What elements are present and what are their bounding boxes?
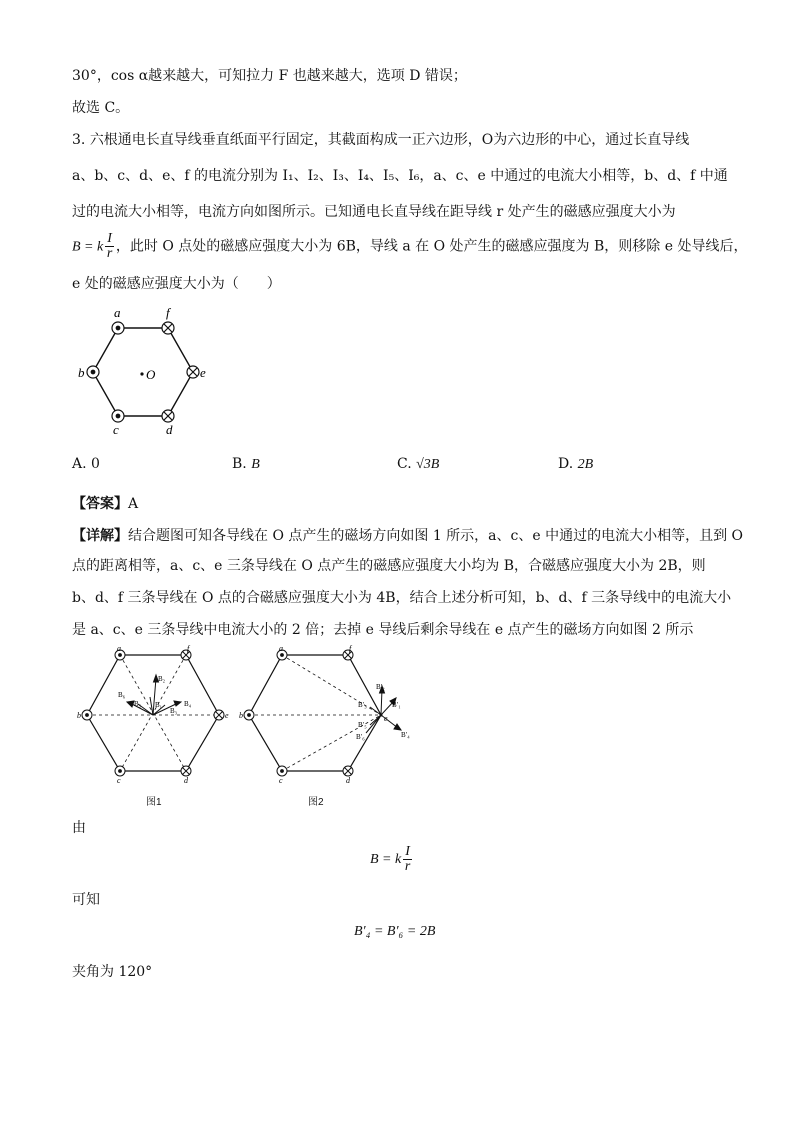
figure-1-caption: 图1 — [146, 797, 162, 808]
option-d[interactable] — [558, 456, 593, 473]
option-d-key: D. — [558, 456, 574, 472]
figure-1-label-a: a — [117, 645, 121, 653]
label-d: d — [166, 422, 173, 437]
figure-2-label-a: a — [279, 645, 283, 653]
figure-2-label-e: e — [384, 714, 388, 723]
label-f: f — [166, 305, 170, 320]
option-a-key: A. — [72, 456, 87, 472]
figure-2-label-b4: B′₄ — [401, 731, 410, 739]
figure-2-label-b5: B′₅ — [358, 721, 367, 729]
figure-1-label-b4: B₄ — [184, 700, 192, 708]
question-number: 3. — [72, 132, 86, 148]
label-o: O — [146, 367, 156, 382]
figure-1-label-c: c — [117, 776, 121, 785]
figure-2-point-e — [380, 714, 383, 717]
figure-1-wire-f — [181, 650, 191, 660]
figure-2-label-b3: B′₃ — [358, 701, 367, 709]
label-c: c — [113, 422, 119, 437]
figure-1-label-b6: B₆ — [118, 691, 126, 699]
answer-value: A — [128, 496, 139, 512]
prev-line-2: 故选 C。 — [72, 100, 130, 116]
figure-2-label-b1: B′₁ — [392, 701, 401, 709]
option-d-value: 2B — [577, 457, 594, 472]
formula-denominator: r — [106, 246, 113, 261]
derivation-you: 由 — [72, 820, 86, 836]
wire-c-dot — [112, 410, 124, 422]
option-b-value: B — [251, 457, 260, 472]
figure-1-label-e: e — [225, 711, 229, 720]
figure-1-wire-d — [181, 766, 191, 776]
option-c[interactable] — [397, 456, 439, 473]
option-a-value: 0 — [91, 456, 100, 472]
figure-1-wire-b — [82, 710, 92, 720]
figure-2-label-b6: B′₆ — [356, 733, 365, 741]
equation-1 — [370, 844, 414, 875]
option-b-key: B. — [232, 456, 247, 472]
figure-1-label-b: b — [77, 711, 81, 720]
wire-a-dot — [112, 322, 124, 334]
figure-1-label-b5: B₅ — [134, 700, 142, 708]
figure-1-label-d: d — [184, 776, 188, 785]
figure-2-wire-b — [244, 710, 254, 720]
equation-1-denominator: r — [404, 858, 411, 874]
figure-2-wire-f — [343, 650, 353, 660]
label-e: e — [200, 365, 206, 380]
question-line-1 — [72, 130, 689, 150]
equation-1-numerator: I — [405, 843, 410, 859]
question-line-3: 过的电流大小相等，电流方向如图所示。已知通电长直导线在距导线 r 处产生的磁感应强度大小为 — [72, 204, 676, 220]
option-c-value: √3B — [416, 457, 440, 472]
wire-d-cross — [162, 410, 174, 422]
detail-text-1: 结合题图可知各导线在 O 点产生的磁场方向如图 1 所示，a、c、e 中通过的电流大小相等，且到 O — [128, 528, 744, 544]
answer-line — [72, 494, 138, 514]
figure-2-label-f: f — [349, 645, 352, 653]
option-c-key: C. — [397, 456, 412, 472]
figure-1-label-b2: B₂ — [158, 675, 166, 683]
wire-b-dot — [87, 366, 99, 378]
figure-2-wire-d — [343, 766, 353, 776]
figure-1-wire-e — [214, 710, 224, 720]
figure-2 — [238, 645, 413, 785]
figure-2-label-c: c — [279, 776, 283, 785]
derivation-kezhi: 可知 — [72, 892, 100, 908]
figure-1-label-b1: B₁ — [155, 701, 163, 709]
center-o-dot — [140, 372, 143, 375]
detail-line-2: 点的距离相等，a、c、e 三条导线在 O 点产生的磁感应强度大小均为 B，合磁感应强度大小为 2B，则 — [72, 558, 706, 574]
formula-numerator: I — [107, 231, 112, 246]
figure-2-caption: 图2 — [308, 797, 324, 808]
formula-fraction — [105, 232, 114, 261]
figure-2-dashed-lines — [249, 655, 381, 771]
detail-label: 【详解】 — [72, 528, 128, 544]
equation-1-fraction — [403, 845, 412, 874]
hexagon-outline — [93, 328, 193, 416]
figure-2-label-b: b — [239, 711, 243, 720]
detail-line-1 — [72, 526, 743, 546]
question-line-2: a、b、c、d、e、f 的电流分别为 I₁、I₂、I₃、I₄、I₅、I₆，a、c、e 中通过的电流大小相等，b、d、f 中通 — [72, 168, 728, 184]
question-line-5: e 处的磁感应强度大小为（ ） — [72, 276, 281, 292]
wire-e-cross — [187, 366, 199, 378]
question-line-4 — [72, 232, 747, 262]
label-a: a — [114, 305, 121, 320]
figure-2-wire-c — [277, 766, 287, 776]
option-a[interactable] — [72, 456, 100, 472]
prev-line-1: 30°，cos α越来越大，可知拉力 F 也越来越大，选项 D 错误； — [72, 68, 467, 84]
hexagon-figure — [70, 305, 220, 440]
detail-line-3: b、d、f 三条导线在 O 点的合磁感应强度大小为 4B，结合上述分析可知，b、d、f 三条导线中的电流大小 — [72, 590, 732, 606]
figure-1-label-f: f — [187, 645, 190, 653]
equation-2: B′₄ = B′₆ = 2B — [354, 924, 436, 939]
detail-line-4: 是 a、c、e 三条导线中电流大小的 2 倍；去掉 e 导线后剩余导线在 e 点产生的磁场方向如图 2 所示 — [72, 622, 694, 638]
figure-1-wire-c — [115, 766, 125, 776]
formula-lhs: B = k — [72, 239, 104, 255]
figure-1 — [76, 645, 241, 785]
option-b[interactable] — [232, 456, 260, 473]
question-text-1: 六根通电长直导线垂直纸面平行固定，其截面构成一正六边形，O为六边形的中心，通过长直导线 — [89, 132, 690, 148]
figure-1-label-b3: B₃ — [170, 707, 178, 715]
answer-label: 【答案】 — [72, 496, 128, 512]
equation-1-lhs: B = k — [370, 852, 402, 867]
figure-2-label-b2: B′₂ — [376, 683, 385, 691]
question-text-4: ，此时 O 点处的磁感应强度大小为 6B，导线 a 在 O 处产生的磁感应强度为 B，则移除 e 处导线后， — [115, 238, 748, 255]
wire-f-cross — [162, 322, 174, 334]
derivation-angle: 夹角为 120° — [72, 964, 153, 980]
figure-2-hexagon — [249, 655, 381, 771]
label-b: b — [78, 365, 85, 380]
figure-2-label-d: d — [346, 776, 350, 785]
